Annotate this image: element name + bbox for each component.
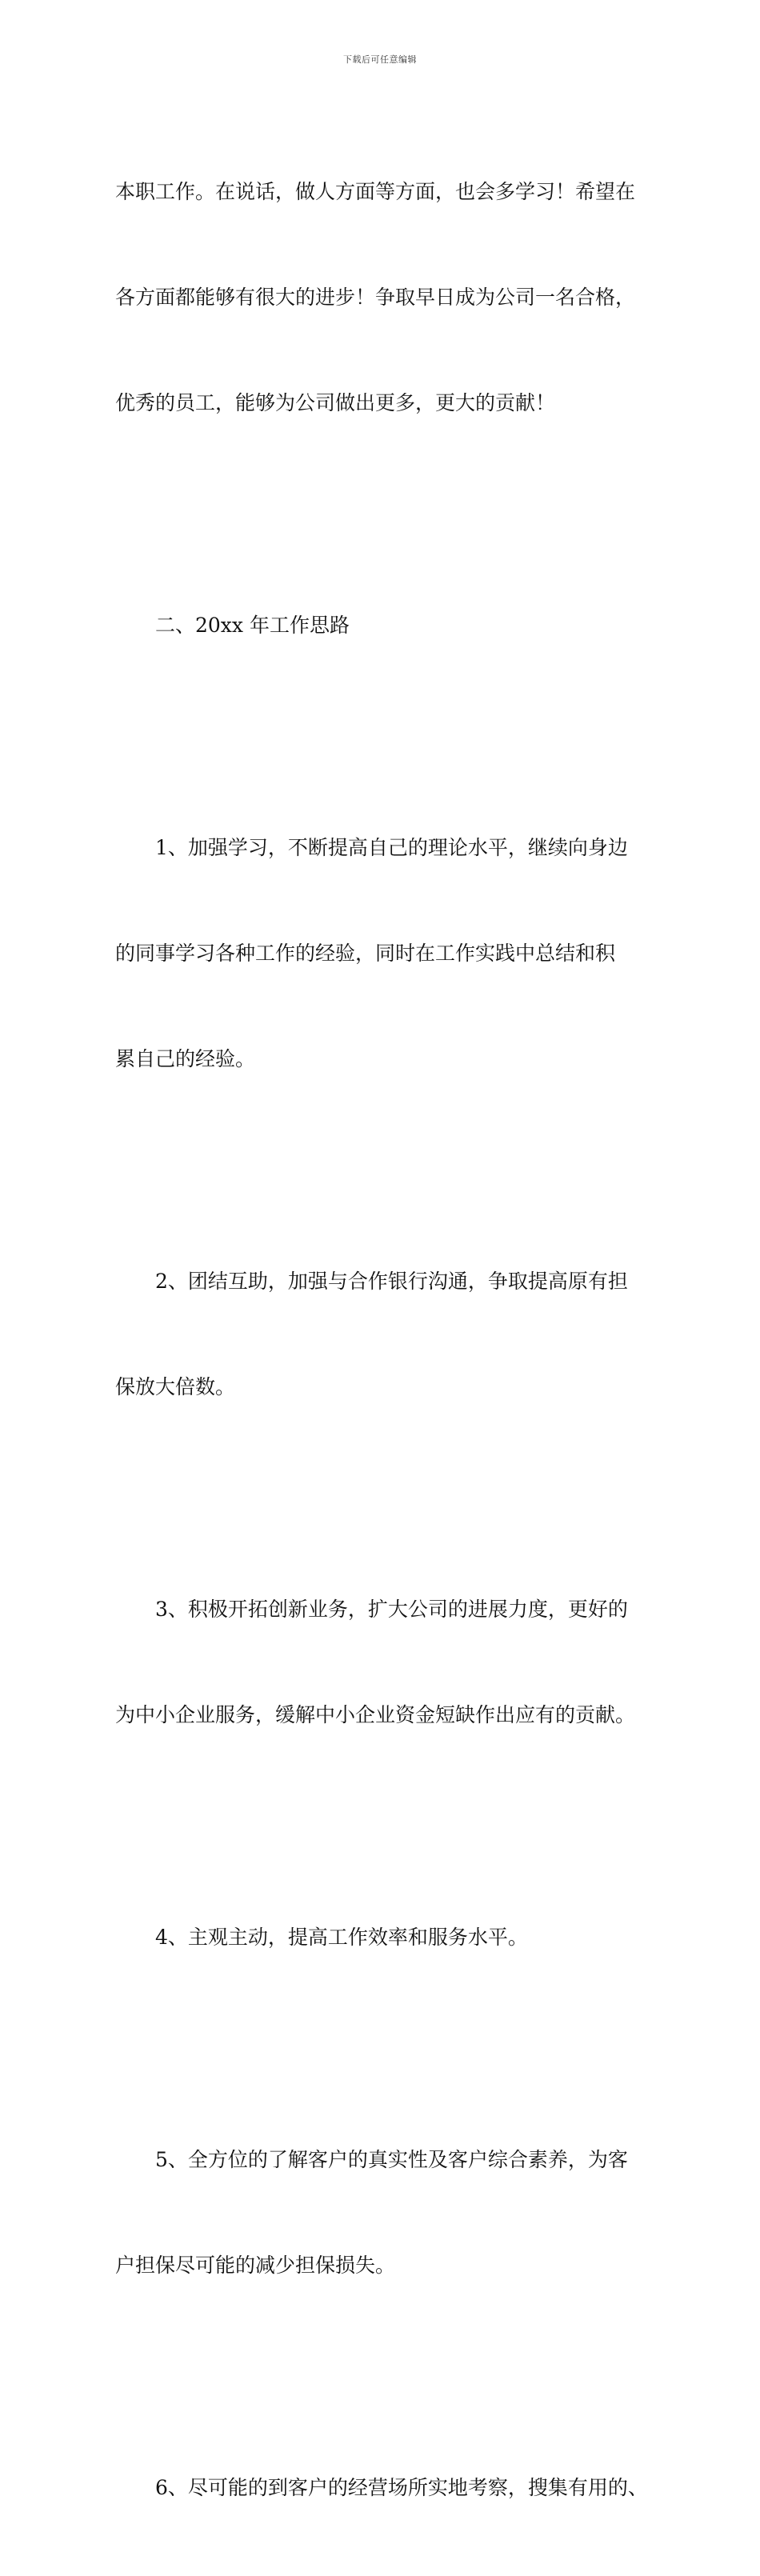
section-heading <box>115 538 659 714</box>
text-line: 4、主观主动，提高工作效率和服务水平。 <box>155 1926 528 1949</box>
text-line: 5、全方位的了解客户的真实性及客户综合素养，为客 <box>155 2148 628 2171</box>
paragraph-item-2 <box>115 1194 659 1475</box>
text-line: 户担保尽可能的减少担保损失。 <box>115 2254 396 2277</box>
text-line: 的同事学习各种工作的经验，同时在工作实践中总结和积 <box>115 942 616 965</box>
page-header: 下载后可任意编辑 <box>343 54 417 65</box>
text-line: 6、尽可能的到客户的经营场所实地考察，搜集有用的、 <box>155 2476 648 2499</box>
text-line: 3、积极开拓创新业务，扩大公司的进展力度，更好的 <box>155 1598 628 1621</box>
text-line: 本职工作。在说话，做人方面等方面，也会多学习！希望在 <box>115 180 636 203</box>
paragraph-continuation <box>115 104 659 491</box>
text-line: 保放大倍数。 <box>115 1375 236 1398</box>
paragraph-item-3 <box>115 1522 659 1803</box>
text-line: 二、20xx 年工作思路 <box>155 614 350 637</box>
text-line: 1、加强学习，不断提高自己的理论水平，继续向身边 <box>155 836 628 859</box>
text-line: 累自己的经验。 <box>115 1047 256 1070</box>
text-line: 为中小企业服务，缓解中小企业资金短缺作出应有的贡献。 <box>115 1703 636 1726</box>
text-line: 各方面都能够有很大的进步！争取早日成为公司一名合格， <box>115 286 636 309</box>
paragraph-item-6 <box>115 2400 659 2576</box>
paragraph-item-5 <box>115 2072 659 2354</box>
paragraph-item-1 <box>115 760 659 1147</box>
document-body <box>115 104 659 2576</box>
text-line: 2、团结互助，加强与合作银行沟通，争取提高原有担 <box>155 1270 628 1293</box>
paragraph-item-4 <box>115 1850 659 2026</box>
text-line: 优秀的员工，能够为公司做出更多，更大的贡献！ <box>115 391 556 414</box>
